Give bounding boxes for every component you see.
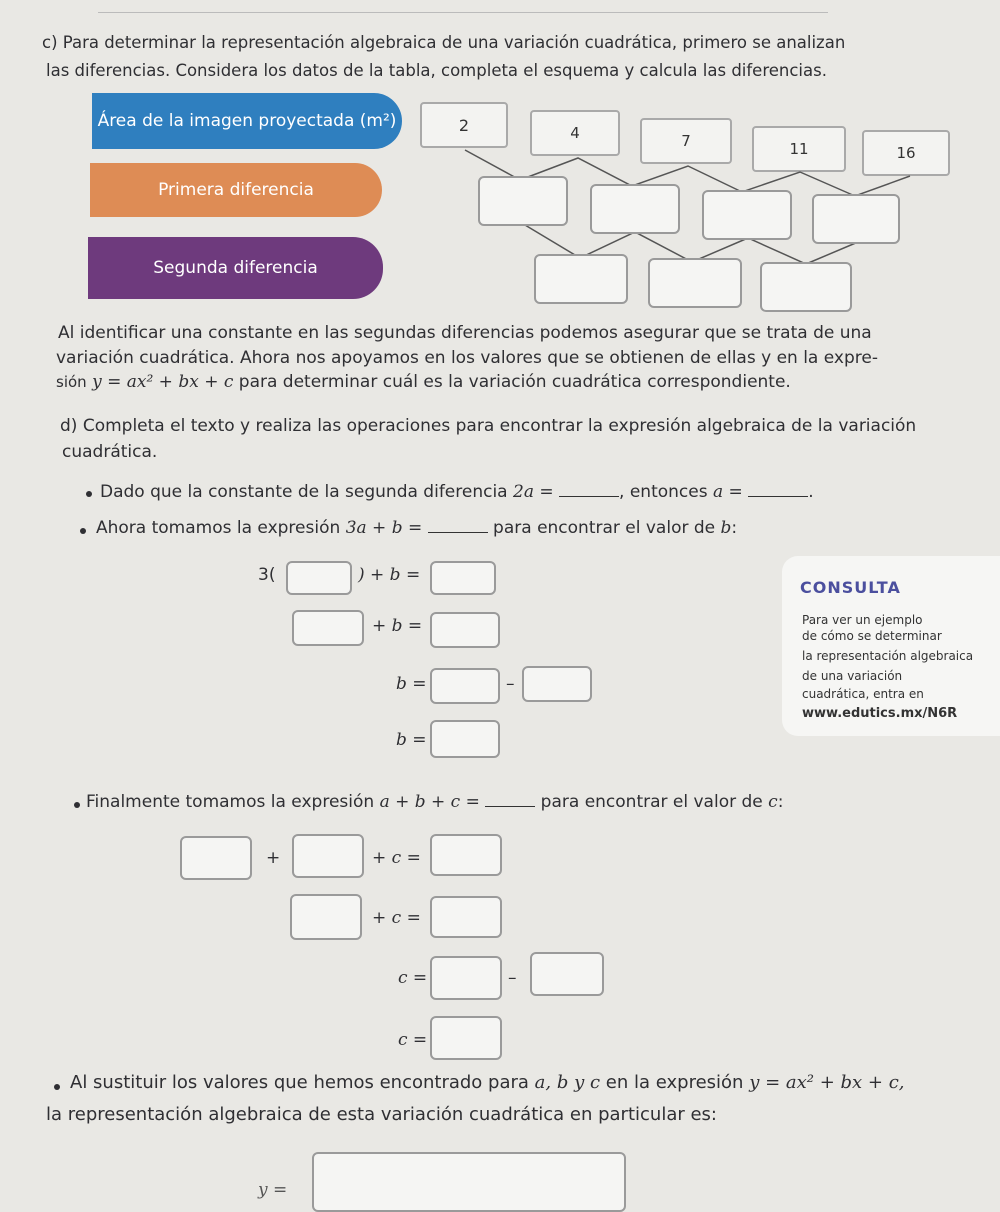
para-line2: variación cuadrática. Ahora nos apoyamos en los valores que se obtienen de ellas y en la expre- bbox=[56, 348, 878, 368]
para-line1: Al identificar una constante en las segundas diferencias podemos asegurar que se trata de una bbox=[58, 323, 872, 343]
consulta-box bbox=[782, 556, 1000, 736]
eq-c-r3: c = bbox=[398, 968, 428, 988]
eq-c-input[interactable] bbox=[430, 834, 502, 876]
consulta-line: la representación algebraica bbox=[802, 649, 974, 663]
value-cell: 2 bbox=[420, 102, 508, 148]
second-difference-input[interactable] bbox=[648, 258, 742, 308]
consulta-line: Para ver un ejemplo bbox=[802, 613, 923, 627]
part-c-line1: c) Para determinar la representación algebraica de una variación cuadrática, primero se analizan bbox=[42, 33, 846, 52]
eq-c-input[interactable] bbox=[430, 896, 502, 938]
final-y-label: y = bbox=[258, 1180, 288, 1200]
a-b-c-blank[interactable] bbox=[485, 788, 535, 807]
eq-c-r4: c = bbox=[398, 1030, 428, 1050]
first-difference-input[interactable] bbox=[702, 190, 792, 240]
bullet2-text: Ahora tomamos la expresión 3a + b = para encontrar el valor de b: bbox=[96, 514, 737, 541]
eq-b-input[interactable] bbox=[430, 561, 496, 595]
eq-c-input[interactable] bbox=[292, 834, 364, 878]
bullet bbox=[80, 528, 86, 534]
eq-b-r3: b = bbox=[396, 674, 427, 694]
eq-c-input[interactable] bbox=[430, 1016, 502, 1060]
eq-b-input[interactable] bbox=[522, 666, 592, 702]
value-cell: 11 bbox=[752, 126, 846, 172]
bullet4-line2: la representación algebraica de esta variación cuadrática en particular es: bbox=[46, 1104, 717, 1125]
3a-b-blank[interactable] bbox=[428, 514, 488, 533]
para-line3: sión y = ax² + bx + c para determinar cuál es la variación cuadrática correspondiente. bbox=[56, 372, 791, 392]
eq-c-input[interactable] bbox=[290, 894, 362, 940]
part-d-line2: cuadrática. bbox=[62, 442, 158, 462]
eq-b-r4: b = bbox=[396, 730, 427, 750]
eq-b-input[interactable] bbox=[430, 720, 500, 758]
bullet3-text: Finalmente tomamos la expresión a + b + c = para encontrar el valor de c: bbox=[86, 788, 783, 815]
consulta-title: CONSULTA bbox=[800, 578, 901, 597]
eq-c-r1-end: + c = bbox=[372, 848, 421, 868]
value-cell: 4 bbox=[530, 110, 620, 156]
value-cell: 16 bbox=[862, 130, 950, 176]
consulta-url[interactable]: www.edutics.mx/N6R bbox=[802, 706, 958, 721]
first-difference-input[interactable] bbox=[590, 184, 680, 234]
eq-b-minus: – bbox=[506, 674, 515, 694]
eq-b-input[interactable] bbox=[430, 668, 500, 704]
2a-blank[interactable] bbox=[559, 478, 619, 497]
eq-b-input[interactable] bbox=[430, 612, 500, 648]
eq-c-plus: + bbox=[266, 848, 281, 868]
bullet bbox=[54, 1084, 60, 1090]
value-cell: 7 bbox=[640, 118, 732, 164]
second-difference-input[interactable] bbox=[534, 254, 628, 304]
first-difference-input[interactable] bbox=[478, 176, 568, 226]
eq-c-input[interactable] bbox=[430, 956, 502, 1000]
bullet bbox=[86, 491, 92, 497]
eq-c-input[interactable] bbox=[180, 836, 252, 880]
final-expression-input[interactable] bbox=[312, 1152, 626, 1212]
eq-c-r2: + c = bbox=[372, 908, 421, 928]
first-difference-input[interactable] bbox=[812, 194, 900, 244]
a-blank[interactable] bbox=[748, 478, 808, 497]
eq-b-input[interactable] bbox=[292, 610, 364, 646]
consulta-line: cuadrática, entra en bbox=[802, 687, 924, 701]
eq-c-minus: – bbox=[508, 968, 517, 988]
first-difference-label: Primera diferencia bbox=[90, 163, 382, 217]
eq-b-r1-mid: ) + b = bbox=[358, 565, 421, 585]
second-difference-input[interactable] bbox=[760, 262, 852, 312]
bullet bbox=[74, 802, 80, 808]
bullet4-text: Al sustituir los valores que hemos encontrado para a, b y c en la expresión y = ax² + bx + c, bbox=[70, 1072, 905, 1093]
part-d-line1: d) Completa el texto y realiza las operaciones para encontrar la expresión algebraica de la variación bbox=[60, 416, 917, 436]
part-c-line2: las diferencias. Considera los datos de la tabla, completa el esquema y calcula las diferencias. bbox=[46, 61, 827, 80]
eq-b-input[interactable] bbox=[286, 561, 352, 595]
bullet1-text: Dado que la constante de la segunda diferencia 2a = , entonces a = . bbox=[100, 478, 814, 505]
eq-b-r2: + b = bbox=[372, 616, 423, 636]
eq-c-input[interactable] bbox=[530, 952, 604, 996]
consulta-line: de cómo se determinar bbox=[802, 629, 942, 643]
consulta-line: de una variación bbox=[802, 669, 903, 683]
second-difference-label: Segunda diferencia bbox=[88, 237, 383, 299]
area-label: Área de la imagen proyectada (m²) bbox=[92, 93, 402, 149]
eq-b-r1-prefix: 3( bbox=[258, 565, 276, 585]
